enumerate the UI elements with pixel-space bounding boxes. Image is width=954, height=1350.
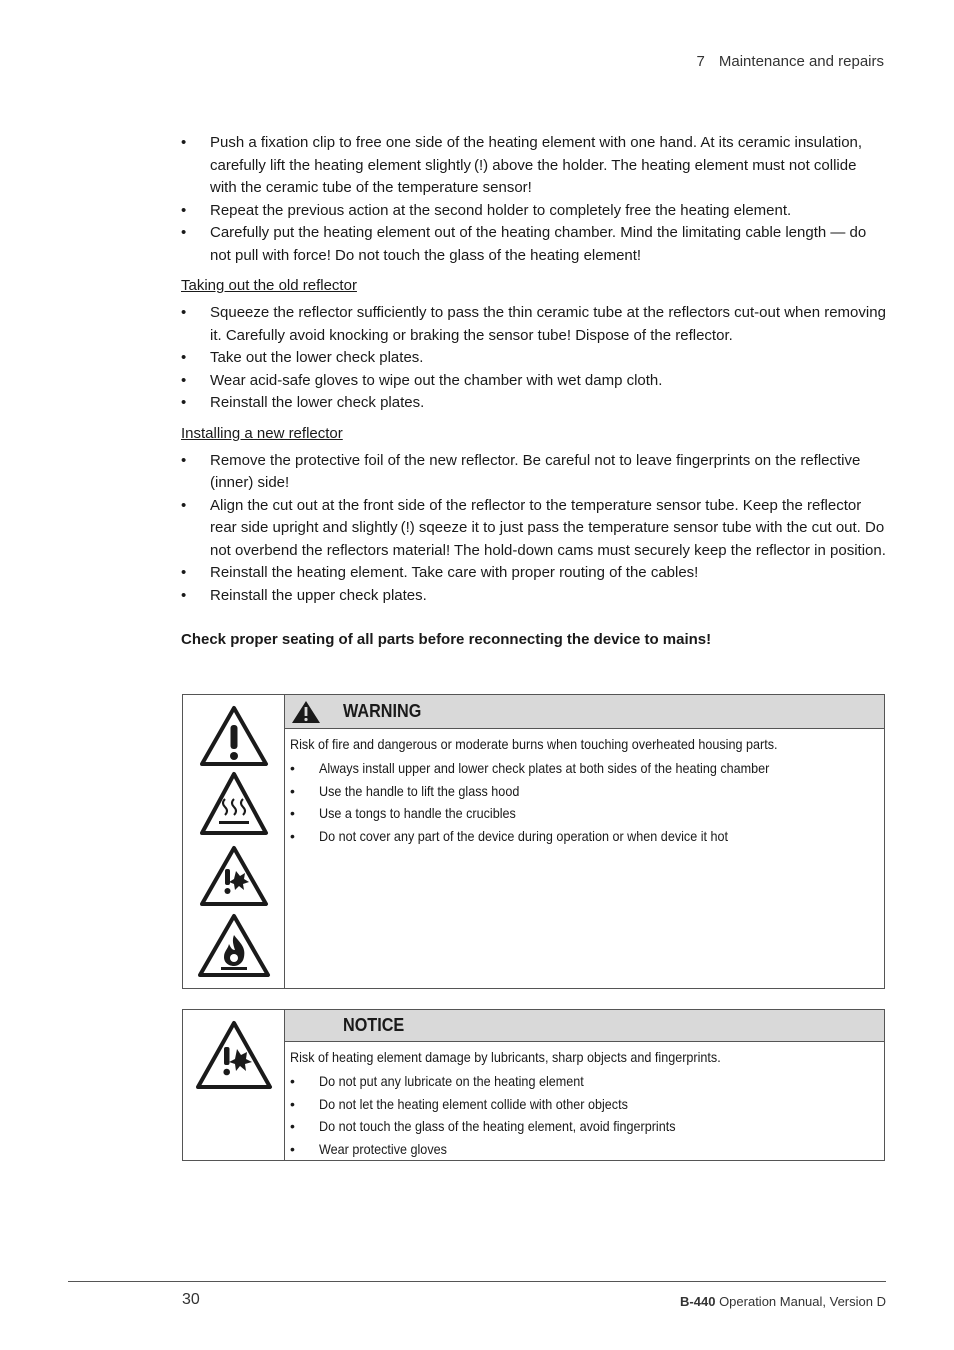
warning-body xyxy=(285,729,884,847)
document-title xyxy=(680,1294,886,1309)
list-item: • Wear protective gloves xyxy=(290,1138,884,1161)
notice-title: NOTICE xyxy=(343,1015,405,1035)
warning-text-column xyxy=(285,695,884,988)
warning-title: WARNING xyxy=(343,701,422,721)
chapter-number: 7 xyxy=(696,53,705,70)
damage-warning-icon xyxy=(199,845,269,907)
list-item: • Reinstall the lower check plates. xyxy=(181,392,886,415)
page-number: 30 xyxy=(182,1291,200,1308)
notice-text-column xyxy=(285,1010,884,1160)
list-item: • Repeat the previous action at the second holder to completely free the heating element. xyxy=(181,200,886,223)
damage-warning-icon xyxy=(195,1020,273,1090)
list-item: • Reinstall the upper check plates. xyxy=(181,585,886,608)
list-item: • Reinstall the heating element. Take care with proper routing of the cables! xyxy=(181,562,886,585)
chapter-title: Maintenance and repairs xyxy=(718,53,884,70)
notice-icon-column xyxy=(183,1010,285,1160)
warning-box xyxy=(182,694,885,989)
list-item: • Do not touch the glass of the heating element, avoid fingerprints xyxy=(290,1115,884,1138)
footer-divider xyxy=(68,1281,886,1282)
warning-header-icon xyxy=(291,700,321,724)
new-reflector-list xyxy=(181,450,886,608)
general-warning-icon xyxy=(199,705,269,767)
list-item: • Do not cover any part of the device during operation or when device it hot xyxy=(290,825,884,848)
important-note: Check proper seating of all parts before reconnecting the device to mains! xyxy=(181,631,712,648)
list-item: • Wear acid-safe gloves to wipe out the chamber with wet damp cloth. xyxy=(181,370,886,393)
page-header xyxy=(697,53,884,70)
manual-title: Operation Manual, Version D xyxy=(719,1294,886,1309)
list-item: • Carefully put the heating element out of the heating chamber. Mind the limitating cable length — do not pull with force! Do not touch the glass of the heating element! xyxy=(181,222,886,267)
main-content xyxy=(181,132,886,651)
section-heading-old-reflector: Taking out the old reflector xyxy=(181,277,357,294)
warning-icon-column xyxy=(183,695,285,988)
model-name: B-440 xyxy=(680,1294,716,1309)
section-heading-new-reflector: Installing a new reflector xyxy=(181,424,343,442)
notice-header xyxy=(285,1010,884,1042)
list-item: • Do not let the heating element collide with other objects xyxy=(290,1093,884,1116)
list-item: • Use a tongs to handle the crucibles xyxy=(290,802,884,825)
notice-list xyxy=(290,1070,884,1160)
old-reflector-list xyxy=(181,302,886,415)
hot-surface-icon xyxy=(199,771,269,837)
warning-list xyxy=(290,757,884,847)
notice-risk-text: Risk of heating element damage by lubricants, sharp objects and fingerprints. xyxy=(290,1049,721,1065)
list-item: • Do not put any lubricate on the heating element xyxy=(290,1070,884,1093)
warning-header xyxy=(285,695,884,729)
list-item: • Squeeze the reflector sufficiently to pass the thin ceramic tube at the reflectors cut-out when removing it. Carefully avoid knocking or braking the sensor tube! Dispose of the reflector. xyxy=(181,302,886,347)
notice-body xyxy=(285,1042,884,1160)
notice-box xyxy=(182,1009,885,1161)
list-item: • Always install upper and lower check plates at both sides of the heating chamber xyxy=(290,757,884,780)
list-item: • Push a fixation clip to free one side of the heating element with one hand. At its ceramic insulation, carefully lift the heating element slightly (!) above the holder. The heating element must not collide with the ceramic tube of the temperature sensor! xyxy=(181,132,886,200)
list-item: • Remove the protective foil of the new reflector. Be careful not to leave fingerprints on the reflective (inner) side! xyxy=(181,450,886,495)
list-item: • Take out the lower check plates. xyxy=(181,347,886,370)
flammable-icon xyxy=(197,913,271,979)
list-item: • Use the handle to lift the glass hood xyxy=(290,780,884,803)
removal-steps-list xyxy=(181,132,886,267)
list-item: • Align the cut out at the front side of the reflector to the temperature sensor tube. Keep the reflector rear side upright and slightly (!) sqeeze it to just pass the temperature sensor tube with the cut out. Do not overbend the reflectors material! The hold-down cams must securely keep the reflector in position. xyxy=(181,495,886,563)
warning-risk-text: Risk of fire and dangerous or moderate burns when touching overheated housing parts. xyxy=(290,736,778,752)
